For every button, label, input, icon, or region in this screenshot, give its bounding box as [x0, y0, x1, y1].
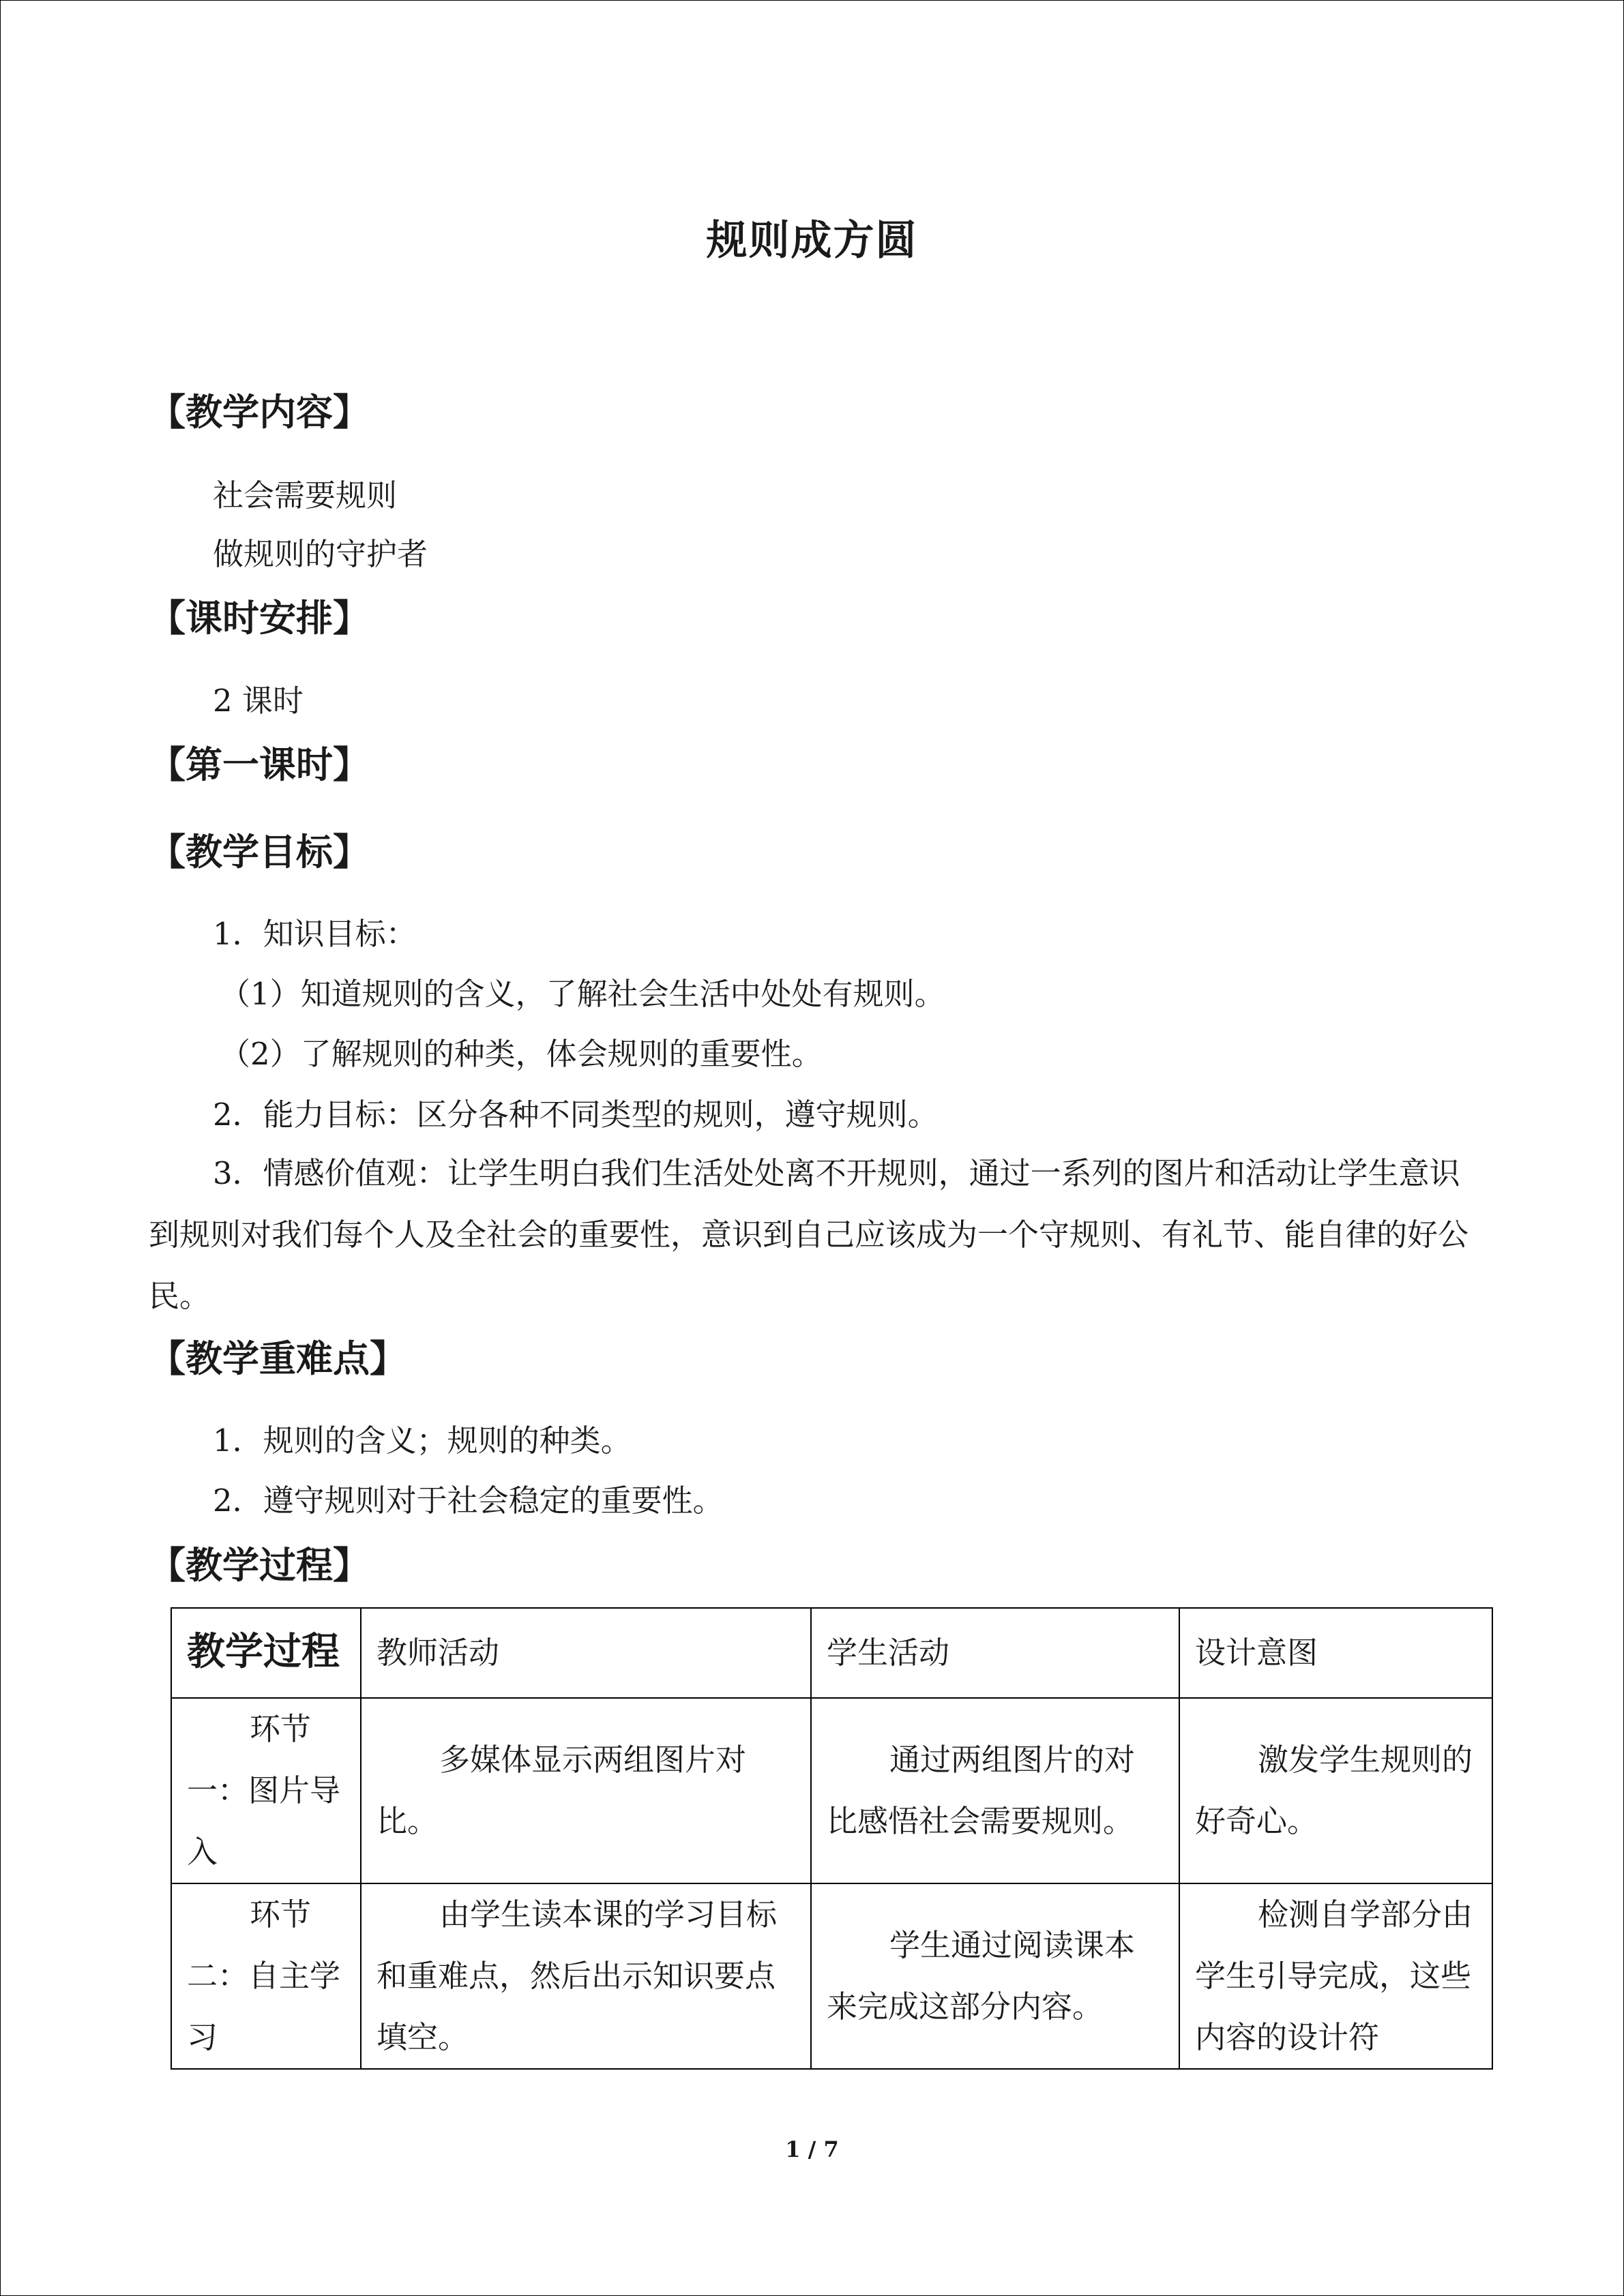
table-header-cell: 教师活动 [361, 1608, 811, 1698]
table-header-row [171, 1608, 1492, 1698]
table-cell: 检测自学部分由学生引导完成，这些内容的设计符 [1179, 1883, 1492, 2069]
goal-line: 2．能力目标：区分各种不同类型的规则，遵守规则。 [213, 1097, 939, 1133]
table-cell: 通过两组图片的对比感悟社会需要规则。 [811, 1698, 1179, 1883]
page-title: 规则成方圆 [706, 217, 918, 265]
table-cell: 环节二：自主学习 [171, 1883, 361, 2069]
key-point-line: 2．遵守规则对于社会稳定的重要性。 [213, 1482, 724, 1519]
table-cell: 环节一：图片导入 [171, 1698, 361, 1883]
table-cell: 多媒体显示两组图片对比。 [361, 1698, 811, 1883]
heading-teaching-process: 【教学过程】 [149, 1544, 370, 1587]
table-cell: 激发学生规则的好奇心。 [1179, 1698, 1492, 1883]
goal-line: （1）知道规则的含义，了解社会生活中处处有规则。 [220, 976, 945, 1012]
content-item: 做规则的守护者 [213, 536, 428, 572]
process-table [171, 1607, 1493, 2070]
table-header-cell: 设计意图 [1179, 1608, 1492, 1698]
goal-paragraph: 3．情感价值观：让学生明白我们生活处处离不开规则，通过一系列的图片和活动让学生意识到规则对我们每个人及全社会的重要性，意识到自己应该成为一个守规则、有礼节、能自律的好公民。 [149, 1155, 1469, 1314]
goal-line: 1．知识目标： [213, 916, 417, 952]
goal-line: （2）了解规则的种类，体会规则的重要性。 [220, 1036, 823, 1072]
heading-schedule: 【课时安排】 [149, 597, 370, 640]
schedule-text: 2 课时 [213, 683, 304, 719]
key-point-line: 1．规则的含义；规则的种类。 [213, 1422, 632, 1459]
table-row [171, 1883, 1492, 2069]
heading-key-points: 【教学重难点】 [149, 1337, 407, 1380]
table-row [171, 1698, 1492, 1883]
table-cell: 学生通过阅读课本来完成这部分内容。 [811, 1883, 1179, 2069]
heading-first-lesson: 【第一课时】 [149, 743, 370, 786]
table-cell: 由学生读本课的学习目标和重难点，然后出示知识要点填空。 [361, 1883, 811, 2069]
table-header-cell: 学生活动 [811, 1608, 1179, 1698]
content-item: 社会需要规则 [213, 477, 398, 513]
page-number: 1 / 7 [785, 2136, 839, 2162]
heading-teaching-content: 【教学内容】 [149, 391, 370, 434]
table-header-cell: 教学过程 [171, 1608, 361, 1698]
heading-teaching-goals: 【教学目标】 [149, 831, 370, 874]
